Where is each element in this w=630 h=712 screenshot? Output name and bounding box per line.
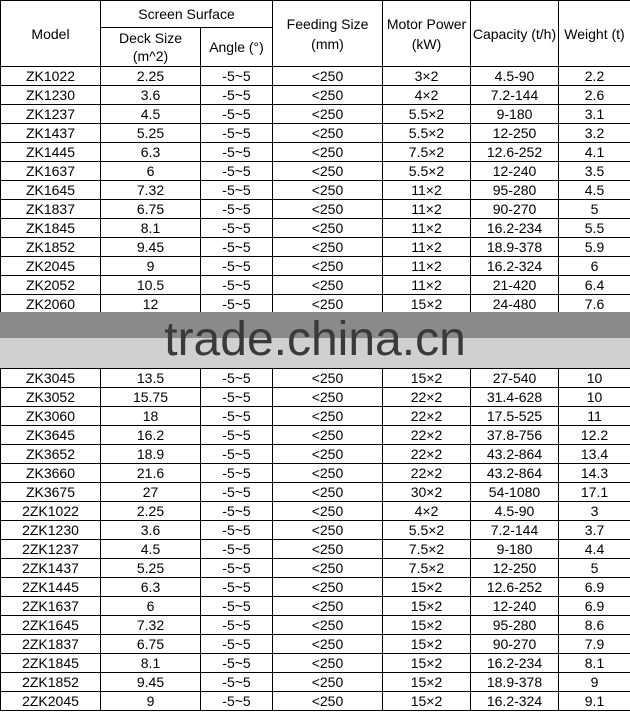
table-cell: 2.6 — [559, 86, 630, 105]
table-cell: 2.25 — [101, 502, 201, 521]
table-cell: 7.32 — [101, 616, 201, 635]
table-cell: 5.25 — [101, 559, 201, 578]
table-row — [1, 257, 630, 276]
table-cell: <250 — [273, 616, 383, 635]
table-cell: 9.45 — [101, 673, 201, 692]
table-cell: 7.2-144 — [471, 521, 559, 540]
table-cell: -5~5 — [201, 540, 273, 559]
table-cell: 15×2 — [383, 673, 471, 692]
table-cell: 2ZK2045 — [1, 692, 101, 711]
table-cell: ZK1645 — [1, 181, 101, 200]
table-row — [1, 276, 630, 295]
table-cell: 5 — [559, 200, 630, 219]
table-cell: 4.5-90 — [471, 67, 559, 86]
table-cell: 2ZK1845 — [1, 654, 101, 673]
table-cell: 5.25 — [101, 124, 201, 143]
table-cell: 9-180 — [471, 540, 559, 559]
table-cell: 12 — [101, 295, 201, 314]
table-cell: 6.3 — [101, 143, 201, 162]
table-cell: 5.5×2 — [383, 124, 471, 143]
table-cell: <250 — [273, 219, 383, 238]
header-model: Model — [1, 1, 101, 67]
table-cell: <250 — [273, 597, 383, 616]
table-cell: 10 — [559, 369, 630, 388]
table-cell: ZK3652 — [1, 445, 101, 464]
table-cell: 9 — [559, 673, 630, 692]
table-cell: 11×2 — [383, 181, 471, 200]
table-cell: 95-280 — [471, 181, 559, 200]
table-cell: 2ZK1645 — [1, 616, 101, 635]
table-cell: 12-250 — [471, 124, 559, 143]
table-cell: 11×2 — [383, 257, 471, 276]
table-cell: 27 — [101, 483, 201, 502]
table-cell: 6.9 — [559, 578, 630, 597]
table-cell: -5~5 — [201, 407, 273, 426]
table-cell: -5~5 — [201, 295, 273, 314]
table-cell: 18.9-378 — [471, 238, 559, 257]
table-cell: -5~5 — [201, 238, 273, 257]
table-cell: <250 — [273, 369, 383, 388]
table-cell: 5.5 — [559, 219, 630, 238]
table-row — [1, 559, 630, 578]
table-cell: -5~5 — [201, 673, 273, 692]
table-cell: -5~5 — [201, 578, 273, 597]
table-cell: 16.2-234 — [471, 219, 559, 238]
table-cell: <250 — [273, 464, 383, 483]
table-cell: 16.2-234 — [471, 654, 559, 673]
table-cell: <250 — [273, 692, 383, 711]
table-row — [1, 426, 630, 445]
table-body-bottom — [1, 369, 630, 711]
table-cell: ZK2060 — [1, 295, 101, 314]
table-cell: -5~5 — [201, 502, 273, 521]
table-cell: 95-280 — [471, 616, 559, 635]
table-cell: -5~5 — [201, 219, 273, 238]
table-cell: 3.6 — [101, 521, 201, 540]
table-row — [1, 616, 630, 635]
table-cell: <250 — [273, 67, 383, 86]
table-cell: 7.5×2 — [383, 143, 471, 162]
table-row — [1, 521, 630, 540]
table-cell: -5~5 — [201, 124, 273, 143]
table-cell: 7.5×2 — [383, 540, 471, 559]
table-cell: 7.32 — [101, 181, 201, 200]
table-cell: ZK1230 — [1, 86, 101, 105]
table-cell: 5.5×2 — [383, 521, 471, 540]
table-row — [1, 67, 630, 86]
table-row — [1, 635, 630, 654]
table-cell: 18 — [101, 407, 201, 426]
table-row — [1, 181, 630, 200]
table-cell: -5~5 — [201, 143, 273, 162]
table-cell: 43.2-864 — [471, 445, 559, 464]
table-cell: 2ZK1437 — [1, 559, 101, 578]
spec-table-bottom — [0, 368, 630, 711]
watermark-text: trade.china.cn — [164, 313, 466, 366]
table-cell: 7.2-144 — [471, 86, 559, 105]
table-row — [1, 540, 630, 559]
table-cell: <250 — [273, 673, 383, 692]
table-cell: 30×2 — [383, 483, 471, 502]
table-cell: -5~5 — [201, 445, 273, 464]
table-cell: -5~5 — [201, 181, 273, 200]
table-cell: <250 — [273, 540, 383, 559]
table-cell: 2ZK1022 — [1, 502, 101, 521]
table-cell: 5 — [559, 559, 630, 578]
table-cell: -5~5 — [201, 86, 273, 105]
table-row — [1, 162, 630, 181]
table-cell: <250 — [273, 445, 383, 464]
table-cell: 8.1 — [559, 654, 630, 673]
table-cell: 17.1 — [559, 483, 630, 502]
table-row — [1, 464, 630, 483]
table-row — [1, 502, 630, 521]
table-cell: 9.1 — [559, 692, 630, 711]
table-cell: -5~5 — [201, 162, 273, 181]
table-cell: 9.45 — [101, 238, 201, 257]
table-cell: -5~5 — [201, 200, 273, 219]
table-cell: 18.9-378 — [471, 673, 559, 692]
table-cell: 16.2-324 — [471, 692, 559, 711]
table-cell: 11×2 — [383, 238, 471, 257]
table-cell: 10 — [559, 388, 630, 407]
table-cell: 15×2 — [383, 369, 471, 388]
table-cell: 2ZK1445 — [1, 578, 101, 597]
header-angle: Angle (°) — [201, 28, 273, 67]
table-cell: 4.4 — [559, 540, 630, 559]
table-cell: 6.75 — [101, 635, 201, 654]
table-cell: 12-250 — [471, 559, 559, 578]
table-cell: 6 — [101, 162, 201, 181]
table-cell: 2.25 — [101, 67, 201, 86]
table-cell: 22×2 — [383, 407, 471, 426]
table-row — [1, 105, 630, 124]
table-cell: 15×2 — [383, 635, 471, 654]
table-cell: 16.2 — [101, 426, 201, 445]
table-cell: 31.4-628 — [471, 388, 559, 407]
table-cell: <250 — [273, 276, 383, 295]
table-row — [1, 219, 630, 238]
table-cell: <250 — [273, 200, 383, 219]
table-cell: ZK3052 — [1, 388, 101, 407]
table-cell: 16.2-324 — [471, 257, 559, 276]
table-row — [1, 124, 630, 143]
table-cell: 22×2 — [383, 445, 471, 464]
table-cell: ZK1237 — [1, 105, 101, 124]
table-cell: -5~5 — [201, 597, 273, 616]
table-cell: <250 — [273, 635, 383, 654]
table-cell: -5~5 — [201, 654, 273, 673]
table-cell: 27-540 — [471, 369, 559, 388]
table-cell: 6.3 — [101, 578, 201, 597]
table-cell: 2ZK1852 — [1, 673, 101, 692]
table-cell: 6 — [101, 597, 201, 616]
table-cell: ZK3645 — [1, 426, 101, 445]
table-cell: 4.5-90 — [471, 502, 559, 521]
table-cell: 22×2 — [383, 464, 471, 483]
table-cell: 12.6-252 — [471, 578, 559, 597]
table-cell: 2ZK1637 — [1, 597, 101, 616]
table-cell: 7.6 — [559, 295, 630, 314]
table-cell: -5~5 — [201, 369, 273, 388]
table-cell: 4.5 — [559, 181, 630, 200]
table-cell: 3.5 — [559, 162, 630, 181]
table-cell: -5~5 — [201, 692, 273, 711]
table-cell: 3 — [559, 502, 630, 521]
table-row — [1, 200, 630, 219]
table-cell: -5~5 — [201, 426, 273, 445]
table-cell: 21.6 — [101, 464, 201, 483]
table-cell: -5~5 — [201, 559, 273, 578]
table-cell: <250 — [273, 86, 383, 105]
table-row — [1, 673, 630, 692]
table-cell: 37.8-756 — [471, 426, 559, 445]
table-cell: <250 — [273, 654, 383, 673]
table-cell: <250 — [273, 124, 383, 143]
table-cell: 14.3 — [559, 464, 630, 483]
table-cell: <250 — [273, 578, 383, 597]
table-cell: 4.1 — [559, 143, 630, 162]
table-cell: -5~5 — [201, 388, 273, 407]
table-cell: 15×2 — [383, 616, 471, 635]
table-cell: 90-270 — [471, 200, 559, 219]
table-cell: -5~5 — [201, 521, 273, 540]
header-capacity: Capacity (t/h) — [471, 1, 559, 67]
table-cell: <250 — [273, 559, 383, 578]
table-cell: ZK2052 — [1, 276, 101, 295]
table-cell: 2ZK1230 — [1, 521, 101, 540]
table-cell: ZK1852 — [1, 238, 101, 257]
table-cell: ZK1845 — [1, 219, 101, 238]
table-cell: 9 — [101, 257, 201, 276]
table-row — [1, 483, 630, 502]
table-row — [1, 143, 630, 162]
table-cell: 3.6 — [101, 86, 201, 105]
table-cell: 3.2 — [559, 124, 630, 143]
table-cell: -5~5 — [201, 464, 273, 483]
table-cell: ZK1837 — [1, 200, 101, 219]
table-cell: 24-480 — [471, 295, 559, 314]
header-weight: Weight (t) — [559, 1, 630, 67]
table-cell: 3×2 — [383, 67, 471, 86]
table-cell: <250 — [273, 426, 383, 445]
table-cell: 9 — [101, 692, 201, 711]
table-cell: ZK3660 — [1, 464, 101, 483]
table-cell: 6.9 — [559, 597, 630, 616]
table-cell: ZK3060 — [1, 407, 101, 426]
table-cell: 2.2 — [559, 67, 630, 86]
table-cell: <250 — [273, 295, 383, 314]
table-cell: 5.9 — [559, 238, 630, 257]
table-cell: <250 — [273, 407, 383, 426]
table-cell: 22×2 — [383, 426, 471, 445]
table-cell: <250 — [273, 388, 383, 407]
table-row — [1, 407, 630, 426]
table-cell: <250 — [273, 483, 383, 502]
table-cell: 4.5 — [101, 540, 201, 559]
table-row — [1, 445, 630, 464]
table-cell: <250 — [273, 502, 383, 521]
table-cell: 8.6 — [559, 616, 630, 635]
table-cell: 11 — [559, 407, 630, 426]
table-cell: -5~5 — [201, 635, 273, 654]
table-cell: 15×2 — [383, 654, 471, 673]
table-cell: 6.4 — [559, 276, 630, 295]
table-row — [1, 578, 630, 597]
table-cell: -5~5 — [201, 67, 273, 86]
table-cell: ZK1637 — [1, 162, 101, 181]
table-cell: ZK3675 — [1, 483, 101, 502]
table-cell: 4×2 — [383, 502, 471, 521]
table-cell: ZK1437 — [1, 124, 101, 143]
header-motor-power: Motor Power (kW) — [383, 1, 471, 67]
table-cell: 43.2-864 — [471, 464, 559, 483]
header-screen-surface: Screen Surface — [101, 1, 273, 28]
table-row — [1, 692, 630, 711]
table-cell: <250 — [273, 238, 383, 257]
table-cell: -5~5 — [201, 483, 273, 502]
table-cell: 15×2 — [383, 578, 471, 597]
table-row — [1, 597, 630, 616]
table-cell: -5~5 — [201, 257, 273, 276]
table-cell: 5.5×2 — [383, 162, 471, 181]
table-cell: 6 — [559, 257, 630, 276]
table-cell: 8.1 — [101, 219, 201, 238]
table-cell: 21-420 — [471, 276, 559, 295]
table-cell: <250 — [273, 143, 383, 162]
table-row — [1, 238, 630, 257]
table-cell: 12.2 — [559, 426, 630, 445]
table-cell: ZK3045 — [1, 369, 101, 388]
table-cell: 18.9 — [101, 445, 201, 464]
table-cell: 90-270 — [471, 635, 559, 654]
table-cell: 8.1 — [101, 654, 201, 673]
table-cell: 2ZK1237 — [1, 540, 101, 559]
table-cell: 22×2 — [383, 388, 471, 407]
table-row — [1, 86, 630, 105]
table-row — [1, 369, 630, 388]
table-cell: ZK2045 — [1, 257, 101, 276]
table-cell: 10.5 — [101, 276, 201, 295]
table-cell: 4×2 — [383, 86, 471, 105]
table-cell: 6.75 — [101, 200, 201, 219]
table-cell: ZK1022 — [1, 67, 101, 86]
table-cell: 4.5 — [101, 105, 201, 124]
table-row — [1, 654, 630, 673]
table-cell: <250 — [273, 162, 383, 181]
header-deck-size: Deck Size (m^2) — [101, 28, 201, 67]
table-cell: 7.5×2 — [383, 559, 471, 578]
table-cell: 17.5-525 — [471, 407, 559, 426]
table-cell: 5.5×2 — [383, 105, 471, 124]
table-cell: 2ZK1837 — [1, 635, 101, 654]
table-cell: 12-240 — [471, 162, 559, 181]
table-cell: 3.1 — [559, 105, 630, 124]
table-cell: -5~5 — [201, 616, 273, 635]
table-cell: <250 — [273, 257, 383, 276]
table-cell: 15×2 — [383, 597, 471, 616]
table-cell: 9-180 — [471, 105, 559, 124]
table-cell: 7.9 — [559, 635, 630, 654]
header-feeding-size: Feeding Size (mm) — [273, 1, 383, 67]
table-cell: 11×2 — [383, 200, 471, 219]
table-body-top — [1, 67, 630, 314]
table-cell: 13.5 — [101, 369, 201, 388]
table-cell: <250 — [273, 181, 383, 200]
table-cell: 15×2 — [383, 692, 471, 711]
table-cell: ZK1445 — [1, 143, 101, 162]
table-cell: <250 — [273, 105, 383, 124]
table-cell: 3.7 — [559, 521, 630, 540]
spec-table-top — [0, 0, 630, 314]
table-cell: 54-1080 — [471, 483, 559, 502]
table-cell: 11×2 — [383, 276, 471, 295]
table-cell: 11×2 — [383, 219, 471, 238]
table-cell: 12.6-252 — [471, 143, 559, 162]
table-cell: 15×2 — [383, 295, 471, 314]
table-cell: 12-240 — [471, 597, 559, 616]
table-cell: -5~5 — [201, 276, 273, 295]
table-row — [1, 388, 630, 407]
table-cell: -5~5 — [201, 105, 273, 124]
table-cell: <250 — [273, 521, 383, 540]
table-cell: 13.4 — [559, 445, 630, 464]
table-cell: 15.75 — [101, 388, 201, 407]
